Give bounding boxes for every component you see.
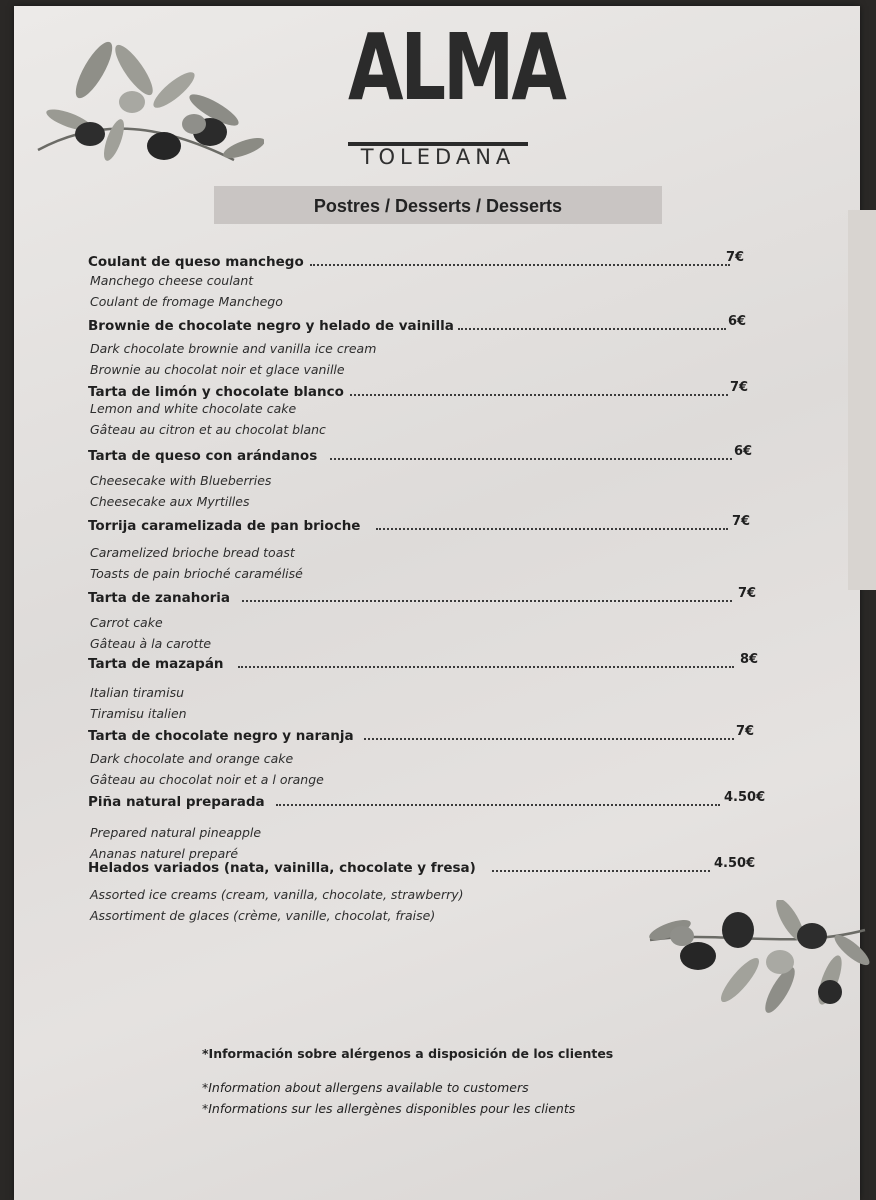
menu-item	[88, 790, 768, 864]
item-name: Tarta de zanahoria	[88, 590, 230, 606]
item-english: Dark chocolate brownie and vanilla ice cream	[90, 341, 377, 356]
menu-item	[88, 380, 768, 440]
item-french: Cheesecake aux Myrtilles	[90, 494, 250, 509]
item-price: 7€	[726, 250, 745, 265]
item-english: Dark chocolate and orange cake	[90, 751, 294, 766]
item-french: Gâteau au citron et au chocolat blanc	[90, 422, 326, 437]
leader-dots	[458, 328, 726, 330]
menu-item	[88, 586, 768, 654]
menu-item	[88, 444, 768, 512]
item-price: 4.50€	[724, 790, 766, 805]
item-french: Brownie au chocolat noir et glace vanille	[90, 362, 345, 377]
leader-dots	[492, 870, 710, 872]
item-english: Cheesecake with Blueberries	[90, 473, 272, 488]
page-edge	[848, 210, 876, 590]
logo-subtitle: TOLEDANA	[360, 145, 516, 169]
olive-branch-icon	[640, 900, 870, 1020]
item-name: Brownie de chocolate negro y helado de vainilla	[88, 318, 454, 334]
item-name: Coulant de queso manchego	[88, 254, 304, 270]
item-name: Piña natural preparada	[88, 794, 265, 810]
item-english: Carrot cake	[90, 615, 163, 630]
item-price: 7€	[732, 514, 751, 529]
leader-dots	[276, 804, 720, 806]
item-price: 4.50€	[714, 856, 756, 871]
item-price: 8€	[740, 652, 759, 667]
allergen-note-english: *Information about allergens available to customers	[202, 1080, 529, 1095]
allergen-note-spanish: *Información sobre alérgenos a disposición de los clientes	[202, 1046, 614, 1061]
olive-branch-icon	[34, 40, 264, 180]
menu-item	[88, 314, 768, 380]
item-english: Prepared natural pineapple	[90, 825, 262, 840]
item-name: Tarta de chocolate negro y naranja	[88, 728, 354, 744]
menu-item	[88, 724, 768, 790]
item-english: Lemon and white chocolate cake	[90, 401, 297, 416]
leader-dots	[238, 666, 734, 668]
item-french: Assortiment de glaces (crème, vanille, chocolat, fraise)	[90, 908, 436, 923]
logo-name: ALMA	[348, 14, 564, 121]
item-french: Coulant de fromage Manchego	[90, 294, 283, 309]
leader-dots	[350, 394, 728, 396]
leader-dots	[330, 458, 732, 460]
item-french: Tiramisu italien	[90, 706, 187, 721]
item-name: Tarta de limón y chocolate blanco	[88, 384, 344, 400]
item-french: Gâteau à la carotte	[90, 636, 212, 651]
item-name: Helados variados (nata, vainilla, chocolate y fresa)	[88, 860, 476, 876]
allergen-note-french: *Informations sur les allergènes disponibles pour les clients	[202, 1101, 576, 1116]
menu-item	[88, 514, 768, 584]
leader-dots	[364, 738, 734, 740]
item-price: 6€	[734, 444, 753, 459]
logo	[348, 14, 564, 128]
item-price: 7€	[738, 586, 757, 601]
menu-item	[88, 652, 768, 724]
item-english: Caramelized brioche bread toast	[90, 545, 295, 560]
item-price: 6€	[728, 314, 747, 329]
item-name: Tarta de queso con arándanos	[88, 448, 318, 464]
item-english: Manchego cheese coulant	[90, 273, 254, 288]
menu-item	[88, 250, 768, 312]
leader-dots	[310, 264, 730, 266]
leader-dots	[242, 600, 732, 602]
item-english: Assorted ice creams (cream, vanilla, chocolate, strawberry)	[90, 887, 464, 902]
item-french: Toasts de pain brioché caramélisé	[90, 566, 303, 581]
item-price: 7€	[730, 380, 749, 395]
leader-dots	[376, 528, 728, 530]
item-french: Gâteau au chocolat noir et a l orange	[90, 772, 324, 787]
item-english: Italian tiramisu	[90, 685, 185, 700]
item-name: Tarta de mazapán	[88, 656, 224, 672]
item-name: Torrija caramelizada de pan brioche	[88, 518, 361, 534]
item-price: 7€	[736, 724, 755, 739]
section-title: Postres / Desserts / Desserts	[313, 196, 563, 216]
item-french: Ananas naturel preparé	[90, 846, 239, 861]
